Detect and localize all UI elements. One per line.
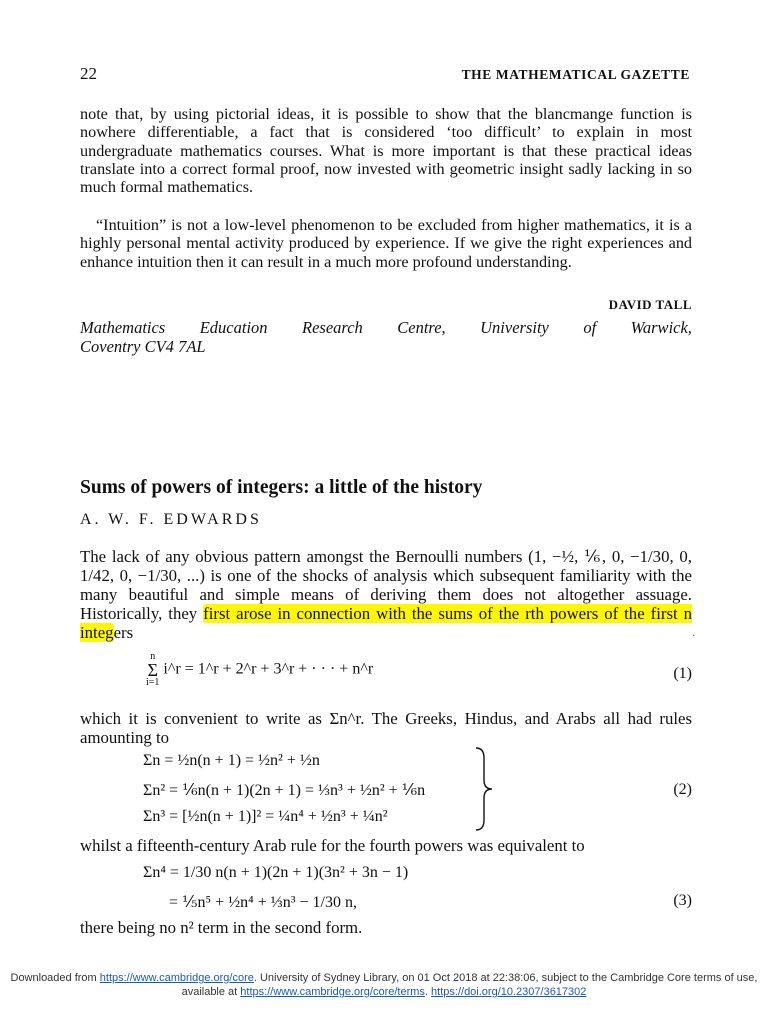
intro-text-end: ers: [113, 623, 134, 642]
equation-2-line-2: Σn² = ⅙n(n + 1)(2n + 1) = ⅓n³ + ½n² + ⅙n: [143, 782, 426, 799]
equation-3-line-2: = ⅕n⁵ + ½n⁴ + ⅓n³ − 1/30 n,: [169, 894, 357, 911]
affiliation-word: Research: [302, 318, 363, 337]
cambridge-core-link[interactable]: https://www.cambridge.org/core: [99, 972, 254, 984]
equation-2-line-1: Σn = ½n(n + 1) = ½n² + ½n: [143, 752, 320, 769]
intro-text: The lack of any obvious pattern amongst the Bernoulli numbers (1, −½, ⅙, 0, −1/30, 0, 1/42, 0, −1/30, ...) is one of the shocks of analysis which subsequent familiarity with the many beautiful and simple means of deriving them does not altogether assuage. Historically, they: [80, 547, 692, 623]
affiliation-word: Mathematics: [80, 318, 166, 337]
equation-1-body: i^r = 1^r + 2^r + 3^r + · · · + n^r: [163, 660, 374, 678]
affiliation-word: Centre,: [397, 318, 446, 337]
article-title: Sums of powers of integers: a little of the history: [80, 477, 483, 498]
sum-symbol: n Σ i=1: [146, 651, 160, 688]
paragraph-blancmange: note that, by using pictorial ideas, it is possible to show that the blancmange function is nowhere differentiable, a fact that is considered ‘too difficult’ to explain in most undergraduate mathematics courses. What is more important is that these practical ideas translate into a correct formal proof, now invested with geometric insight sadly lacking in so much formal mathematics.: [80, 105, 692, 197]
previous-article-author: DAVID TALL: [608, 297, 692, 312]
equation-2-number: (2): [673, 781, 692, 798]
footer-text: Downloaded from: [10, 972, 100, 984]
page-number: 22: [80, 64, 97, 83]
paragraph-arab-rule: whilst a fifteenth-century Arab rule for the fourth powers was equivalent to: [80, 836, 585, 855]
affiliation-word: of: [583, 318, 597, 337]
affiliation-line-2: Coventry CV4 7AL: [80, 337, 206, 356]
affiliation-word: Education: [199, 318, 268, 337]
article-author: A. W. F. EDWARDS: [80, 511, 262, 528]
author-affiliation: [80, 318, 692, 356]
margin-dot: ·: [692, 631, 696, 642]
equation-3-number: (3): [673, 892, 692, 909]
equation-1: [146, 652, 373, 688]
paragraph-greeks: which it is convenient to write as Σn^r. The Greeks, Hindus, and Arabs all had rules amounting to: [80, 709, 692, 747]
doi-link[interactable]: https://doi.org/10.2307/3617302: [431, 986, 587, 998]
paragraph-intuition: “Intuition” is not a low-level phenomenon to be excluded from higher mathematics, it is a highly personal mental activity produced by experience. If we give the right experiences and enhance intuition then it can result in a much more profound understanding.: [80, 216, 692, 271]
terms-link[interactable]: https://www.cambridge.org/core/terms: [240, 986, 425, 998]
paragraph-no-n2: there being no n² term in the second form.: [80, 918, 363, 937]
equation-2-line-3: Σn³ = [½n(n + 1)]² = ¼n⁴ + ½n³ + ¼n²: [143, 808, 388, 825]
right-brace: [472, 746, 494, 832]
equation-3-line-1: Σn⁴ = 1/30 n(n + 1)(2n + 1)(3n² + 3n − 1): [143, 864, 409, 881]
running-header: THE MATHEMATICAL GAZETTE: [461, 67, 690, 82]
affiliation-line-1: [80, 318, 692, 337]
footer-text: . University of Sydney Library, on 01 Oct 2018 at 22:38:06, subject to the Cambridge Core terms of use, available at: [181, 972, 758, 998]
footer-separator: .: [424, 986, 432, 998]
highlighted-text[interactable]: first arose in connection with the sums of the rth powers of the first n integ: [80, 604, 692, 642]
equation-1-number: (1): [673, 665, 692, 682]
paragraph-bernoulli: [80, 547, 692, 642]
affiliation-word: Warwick,: [630, 318, 692, 337]
download-footer: [0, 971, 768, 999]
affiliation-word: University: [480, 318, 549, 337]
